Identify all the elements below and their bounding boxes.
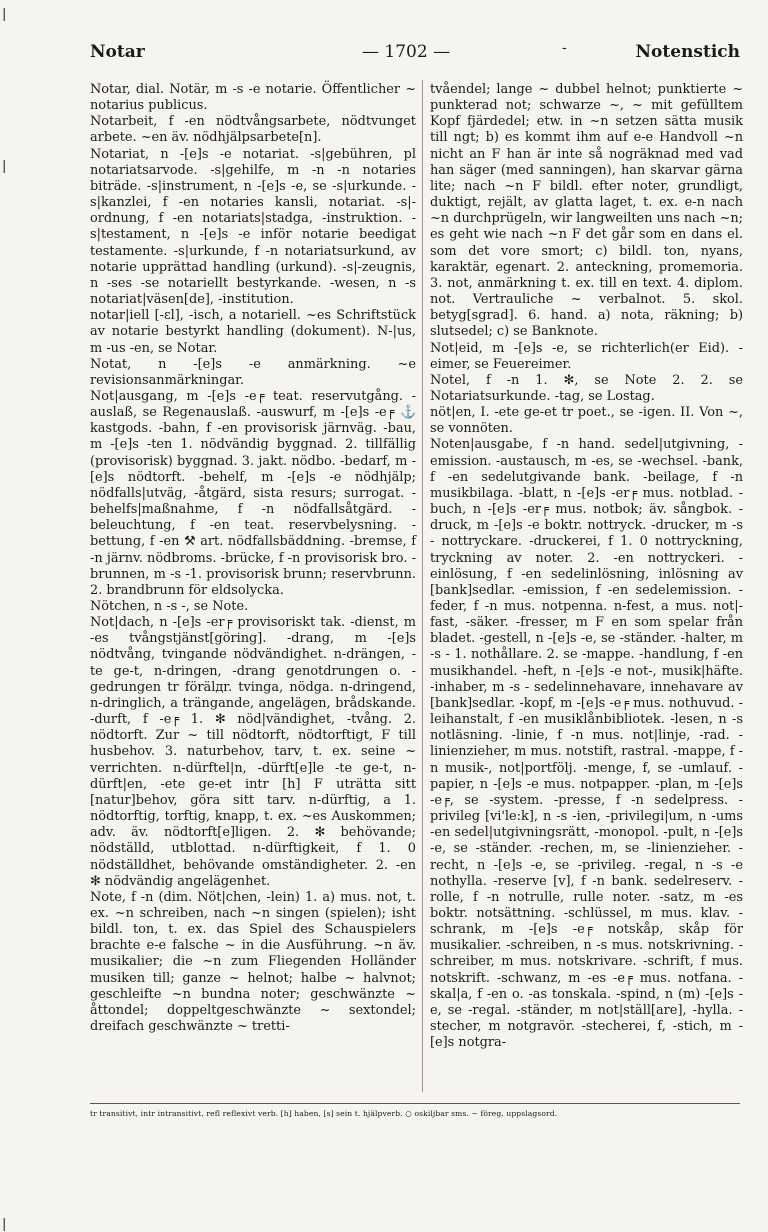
dictionary-entry: tvåendel; lange ~ dubbel helnot; punktierte ~ punkterad not; schwarze ~, ~ mit gefülltem Kopf fjärdedel; etw. in ~n setzen sätta musik till ngt; b) es kommt ihm auf e-e Handvoll ~n nicht an F han är inte så nogräknad med vad han säger (med sanningen), han skarvar gärna lite; nach ~n F bildl. efter noter, grundligt, duktigt, rejält, av glatta laget, t. ex. e-n nach ~n durchprügeln, wir langweilten uns nach ~n; es geht wie nach ~n F det går som en dans el. som det vore smort; c) bildl. ton, nyans, karaktär, egenart. 2. anteckning, promemoria. 3. not, anmärkning t. ex. till en text. 4. diplom. not. Vertrauliche ~ verbalnot. 5. skol. betyg[sgrad]. 6. hand. a) nota, räkning; b) slutsedel; c) se Banknote. <box>430 82 743 340</box>
column-divider <box>422 80 423 1092</box>
page-number: — 1702 — <box>362 42 451 62</box>
dictionary-entry: Notarbeit, f -en nödtvångsarbete, nödtvunget arbete. ~en äv. nödhjälpsarbete[n]. <box>90 114 416 146</box>
left-edge-mark: | <box>2 159 7 174</box>
dictionary-entry: Nötchen, n -s -, se Note. <box>90 599 249 614</box>
dictionary-entry: Notar, dial. Notär, m -s -e notarie. Öffentlicher ~ notarius publicus. <box>90 82 416 114</box>
dictionary-entry: nöt|en, I. -ete ge-et tr poet., se -igen. II. Von ~, se vonnöten. <box>430 405 743 437</box>
header-first-word: Notar <box>90 42 145 62</box>
left-edge-mark: | <box>2 1217 7 1232</box>
dictionary-entry: notar|iell [‑ɛl], -isch, a notariell. ~es Schriftstück av notarie bestyrkt handling (dokument). N-|us, m -us -en, se Notar. <box>90 308 416 356</box>
header-mark: - <box>562 40 567 56</box>
right-column <box>430 82 743 1092</box>
dictionary-entry: Not|eid, m -[e]s -e, se richterlich(er Eid). -eimer, se Feuereimer. <box>430 340 743 372</box>
page-header <box>90 42 740 70</box>
dictionary-entry: Not|ausgang, m -[e]s -e╒ teat. reservutgång. -auslaß, se Regenauslaß. -auswurf, m -[e]s -e╒ ⚓ kastgods. -bahn, f -en provisorisk järnväg. -bau, m -[e]s -ten 1. nödvändig byggnad. 2. tillfällig (provisorisk) byggnad. 3. jakt. nödbo. -bedarf, m -[e]s nödtorft. -behelf, m -[e]s -e nödhjälp; nödfalls|utväg, -åtgärd, sista resurs; surrogat. -behelfs|maßnahme, f -n nödfallsåtgärd. -beleuchtung, f -en teat. reservbelysning. -bettung, f -en ⚒ art. nödfallsbäddning. -bremse, f -n järnv. nödbroms. -brücke, f -n provisorisk bro. -brunnen, m -s -1. provisorisk brunn; reservbrunn. 2. brandbrunn för eldsolycka. <box>90 388 416 598</box>
dictionary-entry: Notel, f -n 1. ✻, se Note 2. 2. se Notariatsurkunde. -tag, se Lostag. <box>430 372 743 404</box>
dictionary-entry: Notariat, n -[e]s -e notariat. -s|gebühren, pl notariatsarvode. -s|gehilfe, m -n -n notaries biträde. -s|instrument, n -[e]s -e, se -s|urkunde. -s|kanzlei, f -en notaries kansli, notariat. -s|-ordnung, f -en notariats|stadga, -instruktion. -s|testament, n -[e]s -e inför notarie beedigat testamente. -s|urkunde, f -n notariatsurkund, av notarie upprättad handling (urkund). -s|-zeugnis, n -ses -se notariellt bestyrkande. -wesen, n -s notariat|väsen[de], -institution. <box>90 146 416 308</box>
left-column <box>90 82 416 1092</box>
dictionary-entry: Notat, n -[e]s -e anmärkning. ~e revisionsanmärkningar. <box>90 356 416 388</box>
left-edge-mark: | <box>2 7 7 22</box>
header-last-word: Notenstich <box>635 42 740 62</box>
abbreviation-key: tr transitivt, intr intransitivt, refl reflexivt verb. [h] haben, [s] sein t. hjälpverb. ○ oskiljbar sms. ~ föreg. uppslagsord. <box>90 1109 558 1118</box>
dictionary-entry: Note, f -n (dim. Nöt|chen, -lein) 1. a) mus. not, t. ex. ~n schreiben, nach ~n singen (spielen); isht bildl. ton, t. ex. das Spiel des Schauspielers brachte e-e falsche ~ in die Ausführung. ~n äv. musikalier; die ~n zum Fliegenden Holländer musiken till; ganze ~ helnot; halbe ~ halvnot; geschleifte ~n bundna noter; geschwänzte ~ åttondel; doppeltgeschwänzte ~ sextondel; dreifach geschwänzte ~ tretti- <box>90 889 416 1035</box>
dictionary-entry: Not|dach, n -[e]s -er╒ provisoriskt tak. -dienst, m -es tvångstjänst[göring]. -drang, m -[e]s nödtvång, tvingande nödvändighet. n-drängen, -te ge-t, n-dringen, -drang genotdrungen o. -gedrungen tr förälдr. tvinga, nödga. n-dringend, n-dringlich, a trängande, angelägen, brådskande. -durft, f -e╒ 1. ✻ nöd|vändighet, -tvång. 2. nödtorft. Zur ~ till nödtorft, nödtorftigt, F till husbehov. 3. naturbehov, tarv, t. ex. seine ~ verrichten. n-dürftel|n, -dürft[e]le -te ge-t, n-dürft|en, -ete ge-et intr [h] F uträtta sitt [natur]behov, göra sitt tarv. n-dürftig, a 1. nödtorftig, torftig, knapp, t. ex. ~es Auskommen; adv. äv. nödtorft[e]ligen. 2. ✻ behövande; nödställd, utblottad. n-dürftigkeit, f 1. 0 nödställdhet, behövande omständigheter. 2. -en ✻ nödvändig angelägenhet. <box>90 615 416 889</box>
dictionary-entry: Noten|ausgabe, f -n hand. sedel|utgivning, -emission. -austausch, m -es, se -wechsel. -bank, f -en sedelutgivande bank. -beilage, f -n musikbilaga. -blatt, n -[e]s -er╒ mus. notblad. -buch, n -[e]s -er╒ mus. notbok; äv. sångbok. -druck, m -[e]s -e boktr. nottryck. -drucker, m -s - nottryckare. -druckerei, f 1. 0 nottryckning, tryckning av noter. 2. -en nottryckeri. -einlösung, f -en sedelinlösning, inlösning av [bank]sedlar. -emission, f -en sedelemission. -feder, f -n mus. notpenna. n-fest, a mus. not|-fast, -säker. -fresser, m F en som spelar från bladet. -gestell, n -[e]s -e, se -ständer. -halter, m -s - 1. nothållare. 2. se -mappe. -handlung, f -en musikhandel. -heft, n -[e]s -e not-, musik|häfte. -inhaber, m -s - sedelinnehavare, innehavare av [bank]sedlar. -kopf, m -[e]s -e╒ mus. nothuvud. -leihanstalt, f -en musiklånbibliotek. -lesen, n -s notläsning. -linie, f -n mus. not|linje, -rad. -linienzieher, m mus. notstift, rastral. -mappe, f -n musik-, not|portfölj. -menge, f, se -umlauf. -papier, n -[e]s -e mus. notpapper. -plan, m -[e]s -e╒, se -system. -presse, f -n sedelpress. -privileg [vi'le:k], n -s -ien, -privilegi|um, n -ums -en sedel|utgivningsrätt, -monopol. -pult, n -[e]s -e, se -ständer. -rechen, m, se -linienzieher. -recht, n -[e]s -e, se -privileg. -regal, n -s -e nothylla. -reserve [v], f -n bank. sedelreserv. -rolle, f -n notrulle, rulle noter. -satz, m -es boktr. notsättning. -schlüssel, m mus. klav. -schrank, m -[e]s -e╒ notskåp, skåp för musikalier. -schreiben, n -s mus. notskrivning. -schreiber, m mus. notskrivare. -schrift, f mus. notskrift. -schwanz, m -es -e╒ mus. notfana. -skal|a, f -en o. -as tonskala. -spind, n (m) -[e]s -e, se -regal. -ständer, m not|ställ[are], -hylla. -stecher, m notgravör. -stecherei, f, -stich, m -[e]s notgra- <box>430 437 743 1051</box>
footer-rule <box>90 1103 740 1104</box>
